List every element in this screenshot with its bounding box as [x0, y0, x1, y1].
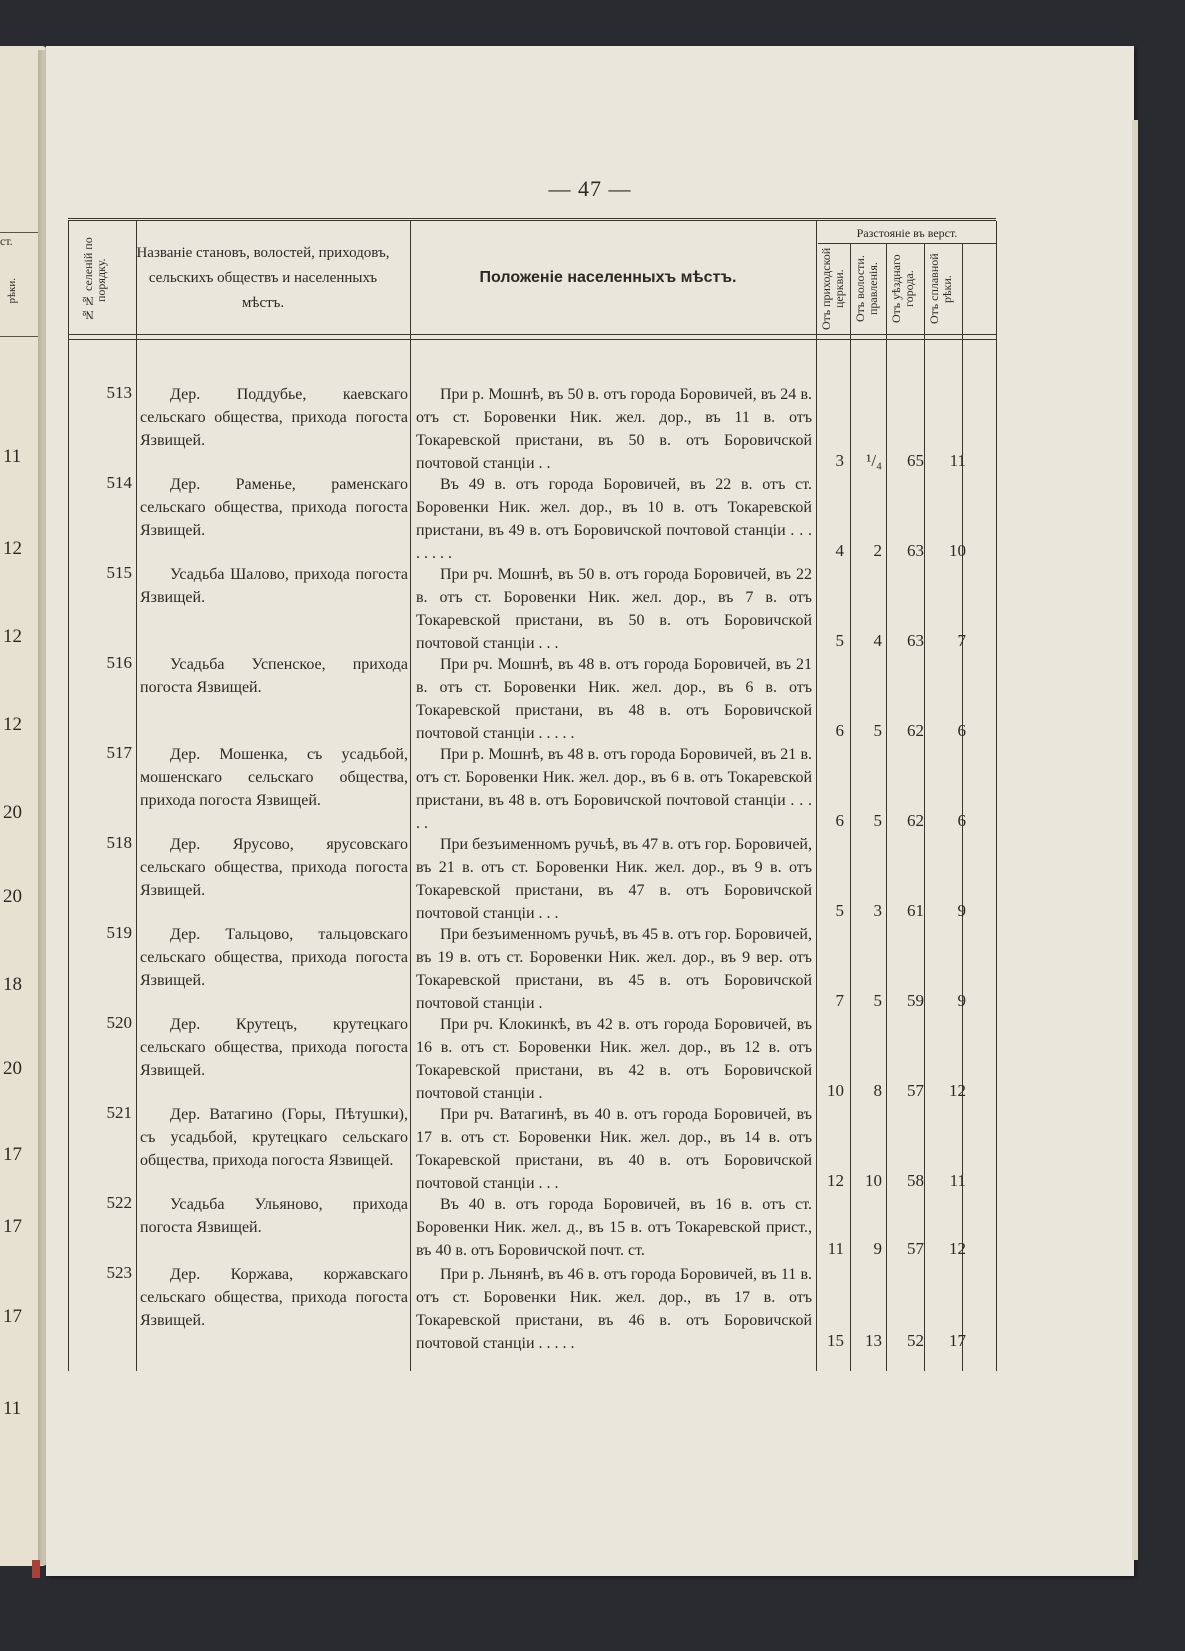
- distance-town: 61: [907, 901, 924, 920]
- settlement-name: Усадьба Успенское, прихода погоста Язвищей.: [140, 656, 408, 696]
- header-dist-church: Отъ приходской церкви.: [819, 247, 846, 331]
- distance-river: 9: [957, 901, 966, 920]
- distance-river: 6: [957, 721, 966, 740]
- settlement-name: Дер. Коржава, коржавскаго сельскаго общества, прихода погоста Язвищей.: [140, 1266, 408, 1329]
- header-names: Названіе становъ, волостей, приходовъ, сельскихъ обществъ и населенныхъ мѣстъ.: [136, 245, 390, 311]
- header-distance: Разстояніе въ верст.: [856, 226, 958, 240]
- distance-church: 12: [827, 1171, 844, 1190]
- left-page-value: 20: [3, 1058, 22, 1079]
- settlement-number: 519: [106, 923, 132, 942]
- settlement-number: 517: [106, 743, 132, 762]
- settlement-number: 514: [106, 473, 132, 492]
- left-page-value: 11: [3, 1398, 22, 1419]
- settlement-position: При р. Льнянѣ, въ 46 в. отъ города Боровичей, въ 11 в. отъ ст. Боровенки Ник. жел. дор., въ 17 в. отъ Токаревской пристани, въ 46 в. отъ Боровичской почтовой станціи . . . . .: [416, 1266, 812, 1352]
- distance-volost: 13: [865, 1331, 882, 1350]
- left-page-value: 17: [3, 1144, 22, 1165]
- left-page-value: 17: [3, 1306, 22, 1327]
- header-number: №№ селеній по порядку.: [81, 237, 108, 323]
- settlement-number: 521: [106, 1103, 132, 1122]
- distance-river: 9: [957, 991, 966, 1010]
- settlement-number: 522: [106, 1193, 132, 1212]
- header-dist-town: Отъ уѣзднаго города.: [889, 254, 916, 324]
- page: [46, 46, 1134, 1576]
- table-rule: [924, 243, 925, 1371]
- left-page-value: 18: [3, 974, 22, 995]
- left-page-value: 17: [3, 1216, 22, 1237]
- left-page-value: 11: [3, 446, 22, 467]
- settlement-name: Дер. Раменье, раменскаго сельскаго общества, прихода погоста Язвищей.: [140, 476, 408, 539]
- distance-town: 62: [907, 811, 924, 830]
- header-position: Положеніе населенныхъ мѣстъ.: [479, 269, 737, 286]
- distance-volost: 5: [873, 811, 882, 830]
- settlement-number: 518: [106, 833, 132, 852]
- left-page-value: 12: [3, 538, 22, 559]
- distance-church: 5: [835, 631, 844, 650]
- settlement-position: При рч. Клокинкѣ, въ 42 в. отъ города Боровичей, въ 16 в. отъ ст. Боровенки Ник. жел. дор., въ 12 в. отъ Токаревской пристани, въ 42 в. отъ Боровичской почтовой станціи .: [416, 1016, 812, 1102]
- settlement-number: 513: [106, 383, 132, 402]
- left-page-value: 20: [3, 886, 22, 907]
- left-page-column-fragment: рѣки.: [6, 278, 18, 304]
- distance-church: 3: [835, 451, 844, 470]
- distance-river: 6: [957, 811, 966, 830]
- distance-river: 7: [957, 631, 966, 650]
- settlement-position: При безъименномъ ручьѣ, въ 45 в. отъ гор. Боровичей, въ 19 в. отъ ст. Боровенки Ник. жел. дор., въ 9 вер. отъ Токаревской пристани, въ 45 в. отъ Боровичской почтовой станціи .: [416, 926, 812, 1012]
- distance-river: 12: [949, 1239, 966, 1258]
- header-dist-river: Отъ сплавной рѣки.: [927, 253, 954, 325]
- distance-river: 11: [949, 451, 966, 470]
- distance-town: 58: [907, 1171, 924, 1190]
- settlement-number: 515: [106, 563, 132, 582]
- table-rule: [816, 221, 817, 1371]
- table-rule: [996, 221, 997, 1371]
- distance-town: 65: [907, 451, 924, 470]
- header-dist-volost: Отъ волости. правленія.: [853, 255, 880, 323]
- table-rule: [850, 243, 851, 1371]
- settlement-name: Дер. Ватагино (Горы, Пѣтушки), съ усадьбой, крутецкаго сельскаго общества, прихода погоста Язвищей.: [140, 1106, 408, 1169]
- distance-church: 5: [835, 901, 844, 920]
- settlement-position: При рч. Мошнѣ, въ 50 в. отъ города Боровичей, въ 22 в. отъ ст. Боровенки Ник. жел. дор., въ 7 в. отъ Токаревской пристани, въ 50 в. отъ Боровичской почтовой станціи . . .: [416, 566, 812, 652]
- settlement-name: Дер. Тальцово, тальцовскаго сельскаго общества, прихода погоста Язвищей.: [140, 926, 408, 989]
- settlement-name: Дер. Поддубье, каевскаго сельскаго общества, прихода погоста Язвищей.: [140, 386, 408, 449]
- left-page-value: 12: [3, 626, 22, 647]
- settlement-position: Въ 40 в. отъ города Боровичей, въ 16 в. отъ ст. Боровенки Ник. жел. д., въ 15 в. отъ Токаревской прист., въ 40 в. отъ Боровичской почт. ст.: [416, 1196, 812, 1259]
- distance-volost: 5: [873, 721, 882, 740]
- distance-town: 59: [907, 991, 924, 1010]
- distance-church: 7: [835, 991, 844, 1010]
- distance-volost: 10: [865, 1171, 882, 1190]
- distance-volost: 3: [873, 901, 882, 920]
- settlement-position: При рч. Ватагинѣ, въ 40 в. отъ города Боровичей, въ 17 в. отъ ст. Боровенки Ник. жел. дор., въ 14 в. отъ Токаревской пристани, въ 40 в. отъ Боровичской почтовой станціи . . .: [416, 1106, 812, 1192]
- distance-church: 6: [835, 811, 844, 830]
- distance-town: 62: [907, 721, 924, 740]
- left-page-value: 20: [3, 802, 22, 823]
- distance-church: 6: [835, 721, 844, 740]
- distance-volost: 4: [873, 631, 882, 650]
- distance-church: 4: [835, 541, 844, 560]
- distance-volost: 9: [873, 1239, 882, 1258]
- settlement-position: При р. Мошнѣ, въ 50 в. отъ города Боровичей, въ 24 в. отъ ст. Боровенки Ник. жел. дор., въ 11 в. отъ Токаревской пристани, въ 50 в. отъ Боровичской почтовой станціи . .: [416, 386, 812, 472]
- table-rule: [818, 243, 996, 244]
- distance-town: 63: [907, 631, 924, 650]
- bookmark-ribbon: [32, 1560, 40, 1578]
- table-rule: [886, 243, 887, 1371]
- distance-church: 10: [827, 1081, 844, 1100]
- distance-volost: ¹/₄: [866, 451, 882, 470]
- table-rule: [68, 334, 996, 335]
- distance-church: 11: [827, 1239, 844, 1258]
- settlement-position: При р. Мошнѣ, въ 48 в. отъ города Боровичей, въ 21 в. отъ ст. Боровенки Ник. жел. дор., въ 6 в. отъ Токаревской пристани, въ 48 в. отъ Боровичской почтовой станціи . . . . .: [416, 746, 812, 832]
- settlement-name: Дер. Мошенка, съ усадьбой, мошенскаго сельскаго общества, прихода погоста Язвищей.: [140, 746, 408, 809]
- page-number: — 47 —: [548, 176, 632, 201]
- distance-church: 15: [827, 1331, 844, 1350]
- settlement-name: Дер. Ярусово, ярусовскаго сельскаго общества, прихода погоста Язвищей.: [140, 836, 408, 899]
- settlement-position: При рч. Мошнѣ, въ 48 в. отъ города Боровичей, въ 21 в. отъ ст. Боровенки Ник. жел. дор., въ 6 в. отъ Токаревской пристани, въ 48 в. отъ Боровичской почтовой станціи . . . . .: [416, 656, 812, 742]
- distance-volost: 2: [873, 541, 882, 560]
- distance-town: 57: [907, 1239, 924, 1258]
- distance-town: 63: [907, 541, 924, 560]
- distance-volost: 5: [873, 991, 882, 1010]
- page-edge: [1132, 120, 1138, 1560]
- settlements-table: [68, 218, 996, 1421]
- left-page-header-fragment: ст.: [0, 234, 13, 248]
- distance-town: 57: [907, 1081, 924, 1100]
- settlement-position: Въ 49 в. отъ города Боровичей, въ 22 в. отъ ст. Боровенки Ник. жел. дор., въ 10 в. отъ Токаревской пристани, въ 49 в. отъ Боровичской почтовой станціи . . . . . . . .: [416, 476, 812, 562]
- distance-volost: 8: [873, 1081, 882, 1100]
- settlement-name: Дер. Крутецъ, крутецкаго сельскаго общества, прихода погоста Язвищей.: [140, 1016, 408, 1079]
- table-rule: [68, 339, 996, 340]
- left-page-value: 12: [3, 714, 22, 735]
- distance-town: 52: [907, 1331, 924, 1350]
- settlement-position: При безъименномъ ручьѣ, въ 47 в. отъ гор. Боровичей, въ 21 в. отъ ст. Боровенки Ник. жел. дор., въ 9 в. отъ Токаревской пристани, въ 47 в. отъ Боровичской почтовой станціи . . .: [416, 836, 812, 922]
- distance-river: 12: [949, 1081, 966, 1100]
- settlement-number: 516: [106, 653, 132, 672]
- settlement-number: 523: [106, 1263, 132, 1282]
- table-rule: [962, 243, 963, 1371]
- table-rule: [136, 221, 137, 1371]
- distance-river: 11: [949, 1171, 966, 1190]
- distance-river: 17: [949, 1331, 966, 1350]
- settlement-name: Усадьба Ульяново, прихода погоста Язвищей.: [140, 1196, 408, 1236]
- settlement-name: Усадьба Шалово, прихода погоста Язвищей.: [140, 566, 408, 606]
- settlement-number: 520: [106, 1013, 132, 1032]
- table-rule: [410, 221, 411, 1371]
- distance-river: 10: [949, 541, 966, 560]
